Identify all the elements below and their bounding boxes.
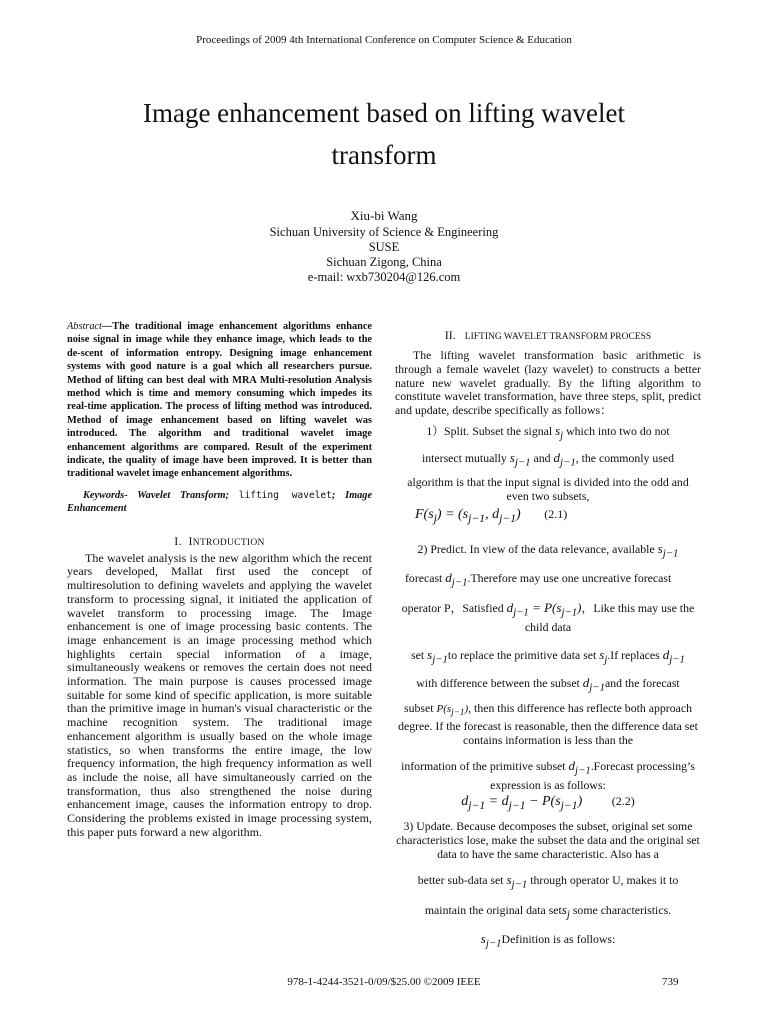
section-2-heading <box>395 328 701 343</box>
abstract-text: —The traditional image enhancement algorithms enhance noise signal in image while they enhance image, which leads to the de-scent of information entropy. Designing image enhancement systems with good nature is a goal which all researchers pursue. Method of lifting can best deal with MRA Multi-resolution Analysis method which is time and memory consuming which impedes its real-time application. The process of lifting method was introduced. Method of image enhancement based on lifting wavelet was introduced. The algorithm and traditional wavelet image enhancement algorithms are compared. Result of the experiment indicate, the quality of image have been improved. It is better than traditional wavelet image enhancement algorithms. <box>67 321 372 480</box>
page-number: 739 <box>662 976 679 988</box>
abstract <box>67 320 372 481</box>
split-line-3: algorithm is that the input signal is divided into the odd and even two subsets, <box>407 475 689 504</box>
paper-title <box>84 92 684 176</box>
author-org: SUSE <box>368 240 400 254</box>
update-line-4: $s_{j-1}Definition$ is as follows: <box>480 930 616 950</box>
section-2-title: LIFTING WAVELET TRANSFORM PROCESS <box>464 332 652 342</box>
section-1-title-rest: NTRODUCTION <box>192 537 265 548</box>
right-column <box>395 328 701 950</box>
predict-line-1: 2) Predict. In view of the data relevance, available $s_{j-1}$ <box>417 540 679 560</box>
equation-2-1: $F(s_j) = (s_{j-1}$, $d_{j-1}$) (2.1) <box>415 507 568 525</box>
section-1-text: The wavelet analysis is the new algorithm which the recent years developed, Mallat first used the concept of multiresolution to defining wavelets and applying the wavelet transform to processing signal, it initiated the application of wavelet transform to processing image. The Image enhancement is one of image processing basic contents. The image enhancement is an image processing method which highlights certain special information of a image, simultaneously weakens or removes the certain does not need information. The main purpose is causes processed image suitable for some kind of specific application, is more suitable than the primitive image in human's visual characteristic or the machine recognition system. The traditional image enhancement algorithm is usually based on the whole image statistics, so when transforms the entire image, the low frequency information, the high frequency information as well as include the noise, all have simultaneously carried on the transformation, thus also strengthened the noise during enhancement image, causes the information entropy to drop. Considering the problems existed in image processing system, this paper puts forward a new algorithm. <box>67 550 372 839</box>
footer-isbn: 978-1-4244-3521-0/09/$25.00 ©2009 IEEE <box>287 976 481 988</box>
update-paragraph: 3) Update. Because decomposes the subset, original set some characteristics lose, make the subset the data and the original set data to have the same characteristic. Also has a <box>396 818 700 861</box>
predict-line-5: with difference between the subset $d_{j-1}and$ the forecast <box>416 675 680 694</box>
section-1-number: I. <box>174 533 182 548</box>
keywords <box>67 489 372 516</box>
update-line-2: better sub-data set $s_{j-1}$ through operator U, makes it to <box>417 871 679 891</box>
predict-line-7: information of the primitive subset $d_{j-1}.Forecast$ processing’s expression is as follows: <box>401 758 695 792</box>
author-email: e-mail: wxb730204@126.com <box>307 270 461 284</box>
split-line-1: 1）Split. Subset the signal $s_j$ which into two do not <box>426 422 670 442</box>
keyword-2: lifting wavelet <box>238 489 332 501</box>
keyword-3: ; Image Enhancement <box>67 489 373 515</box>
update-line-3: maintain the original data sets$_j$ some characteristics. <box>424 902 672 921</box>
proceedings-header: Proceedings of 2009 4th International Conference on Computer Science & Education <box>196 34 572 46</box>
title-line-2: transform <box>331 140 437 170</box>
split-line-2: intersect mutually $s_{j-1}$ and $d_{j-1}$, the commonly used <box>421 449 675 469</box>
predict-line-4: set $s_{j-1}to$ replace the primitive data set $s_j.If$ replaces $d_{j-1}$ <box>411 646 685 666</box>
abstract-label: Abstract <box>67 321 102 332</box>
author-block <box>234 208 534 285</box>
section-2-number: II. <box>444 328 456 342</box>
title-line-1: Image enhancement based on lifting wavelet <box>142 98 626 128</box>
keywords-label: Keywords- <box>83 489 128 501</box>
predict-line-2: forecast $d_{j-1}.Therefore$ may use one uncreative forecast <box>405 569 672 589</box>
predict-line-6: subset $P(s_{j-1})$, then this difference has reflecte both approach degree. If the forecast is reasonable, then the difference data set contains information is less than the <box>398 700 698 748</box>
equation-2-2: $d_{j-1} = d_{j-1} - P(s_{j-1})$ (2.2) <box>461 793 635 812</box>
section-1-heading <box>67 534 372 549</box>
author-location: Sichuan Zigong, China <box>326 255 442 269</box>
left-column <box>67 320 372 839</box>
predict-line-3: operator P，Satisfied $d_{j-1} = P(s_{j-1})$，Like this may use the child data <box>401 600 695 634</box>
author-name: Xiu-bi Wang <box>350 208 418 223</box>
author-affiliation: Sichuan University of Science & Engineering <box>269 225 499 239</box>
section-1-initial: I <box>188 533 193 548</box>
keyword-1: Wavelet Transform; <box>127 489 239 501</box>
section-2-intro: The lifting wavelet transformation basic arithmetic is through a female wavelet (lazy wavelet) to constructs a better nature new wavelet gradually. By the lifting algorithm to constitute wavelet transformation, have three steps, split, predict and update, describe specifically as follows： <box>395 348 701 418</box>
